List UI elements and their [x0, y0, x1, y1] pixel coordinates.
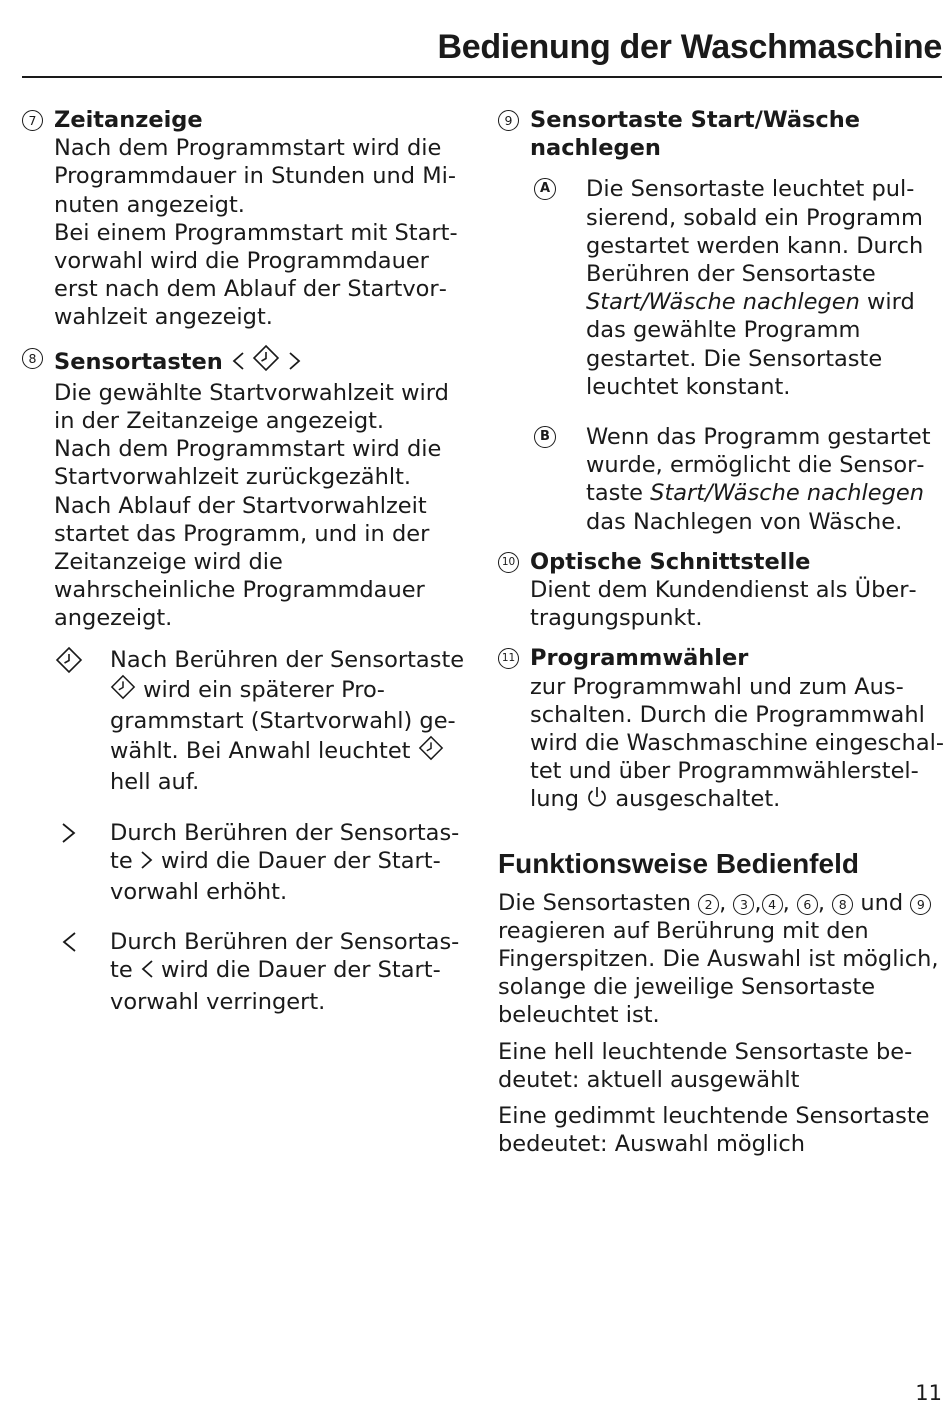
item-number: 7 — [22, 110, 43, 131]
section-text: und — [860, 889, 904, 916]
item-title: Programmwähler — [530, 645, 749, 672]
item-sensor-buttons — [22, 344, 468, 1016]
item-text: zur Programmwahl und zum Ausschalten. Durch die Programmwahl wird die Waschmaschine eingeschaltet und über Programmwählerstellung — [530, 673, 944, 813]
item-start-add-laundry — [498, 106, 944, 536]
left-column — [22, 106, 468, 1038]
item-title: Optische Schnittstelle — [530, 548, 811, 575]
item-title: Sensortaste Start/Wäsche nachlegen — [530, 107, 861, 162]
item-number: 11 — [498, 648, 519, 669]
section-paragraph: Eine gedimmt leuchtende Sensortaste bedeutet: Auswahl möglich — [498, 1103, 930, 1158]
sub-item-b — [530, 423, 944, 536]
sub-item-text: wird das gewählte Programm gestartet. Die Sensortaste leuchtet konstant. — [586, 289, 915, 400]
item-text: Bei einem Programmstart mit Startvorwahl wird die Programmdauer erst nach dem Ablauf der Startvorwahlzeit angezeigt. — [54, 219, 458, 331]
section-paragraph: Eine hell leuchtende Sensortaste bedeutet: aktuell ausgewählt — [498, 1038, 913, 1093]
item-text: Die gewählte Startvorwahlzeit wird in der Zeitanzeige angezeigt. — [54, 379, 449, 435]
chevron-right-icon — [54, 819, 84, 847]
item-number: 9 — [498, 110, 519, 131]
item-number: 10 — [498, 552, 519, 573]
sub-item-text: wird ein späterer Programmstart (Startvorwahl) gewählt. Bei Anwahl leuchtet — [110, 676, 456, 765]
sub-item-text: wird die Dauer der Startvorwahl erhöht. — [110, 847, 441, 906]
item-text: Nach dem Programmstart wird die Programmdauer in Stunden und Minuten angezeigt. — [54, 135, 456, 218]
sub-item-text: Wenn das Programm gestartet wurde, ermöglicht die Sensortaste — [586, 424, 931, 507]
circled-number: 9 — [910, 894, 931, 915]
item-text: Nach dem Programmstart wird die Startvorwahlzeit zurückgezählt. — [54, 436, 442, 491]
sub-item-increase — [54, 819, 468, 907]
circled-number: 8 — [832, 894, 853, 915]
sub-item-a — [530, 175, 944, 401]
header-divider — [22, 76, 942, 78]
sub-item-text: das Nachlegen von Wäsche. — [586, 508, 903, 535]
sub-item-text: Nach Berühren der Sensortaste — [110, 646, 465, 673]
chevron-left-icon — [140, 958, 154, 987]
circled-number: 3 — [733, 894, 754, 915]
clock-diamond-icon — [252, 344, 280, 379]
item-time-display — [22, 106, 468, 332]
section-paragraph: Die Sensortasten 2 , 3 , 4 , 6 , 8 und 9 reagieren auf Berührung mit den Fingerspitzen. Die Auswahl ist möglich, solange die jeweilige Sensortaste beleuchtet ist. — [498, 889, 939, 1029]
item-text: ausgeschaltet. — [615, 786, 781, 813]
page-number: 11 — [915, 1381, 942, 1405]
sub-item-emphasis: Start/Wäsche nachlegen — [650, 480, 925, 507]
sub-item-text: wird die Dauer der Startvorwahl verringert. — [110, 957, 441, 1015]
letter-a-marker — [530, 175, 560, 203]
sub-item-emphasis: Start/Wäsche nachlegen — [586, 289, 860, 316]
letter-b: B — [534, 426, 556, 448]
chevron-right-icon — [140, 849, 154, 878]
clock-diamond-icon — [418, 735, 444, 768]
item-title: Zeitanzeige — [54, 107, 203, 133]
sub-item-text: Die Sensortaste leuchtet pulsierend, sobald ein Programm gestartet werden kann. Durch Berühren der Sensortaste — [586, 176, 924, 288]
circled-number: 2 — [698, 894, 719, 915]
sub-item-text: Durch Berühren der Sensortaste — [110, 819, 460, 874]
item-program-selector — [498, 644, 944, 816]
circled-number: 4 — [762, 894, 783, 915]
item-title: Sensortasten — [54, 348, 223, 375]
chevron-right-icon — [288, 350, 302, 379]
power-icon — [586, 785, 608, 816]
sub-item-delay-start — [54, 646, 468, 797]
letter-a: A — [534, 178, 556, 200]
letter-b-marker — [530, 423, 560, 451]
item-text: Dient dem Kundendienst als Übertragungspunkt. — [530, 577, 917, 632]
clock-diamond-icon — [54, 646, 84, 674]
section-text: reagieren auf Berührung mit den Fingerspitzen. Die Auswahl ist möglich, solange die jeweilige Sensortaste beleuchtet ist. — [498, 917, 939, 1029]
circled-number: 6 — [797, 894, 818, 915]
item-number: 8 — [22, 348, 43, 369]
section-text: Die Sensortasten — [498, 889, 691, 916]
sub-item-text: Durch Berühren der Sensortaste — [110, 929, 460, 984]
item-title-row — [54, 344, 468, 379]
chevron-left-icon — [231, 350, 245, 379]
chevron-left-icon — [54, 928, 84, 956]
right-column — [498, 106, 944, 1167]
item-optical-interface — [498, 548, 944, 633]
sub-item-decrease — [54, 928, 468, 1016]
clock-diamond-icon — [110, 674, 136, 707]
item-text: Nach Ablauf der Startvorwahlzeit startet das Programm, und in der Zeitanzeige wird die wahrscheinliche Programmdauer angezeigt. — [54, 492, 430, 632]
sub-item-text: hell auf. — [110, 769, 200, 796]
page-title: Bedienung der Waschmaschine — [437, 28, 942, 66]
section-heading: Funktionsweise Bedienfeld — [498, 847, 859, 879]
